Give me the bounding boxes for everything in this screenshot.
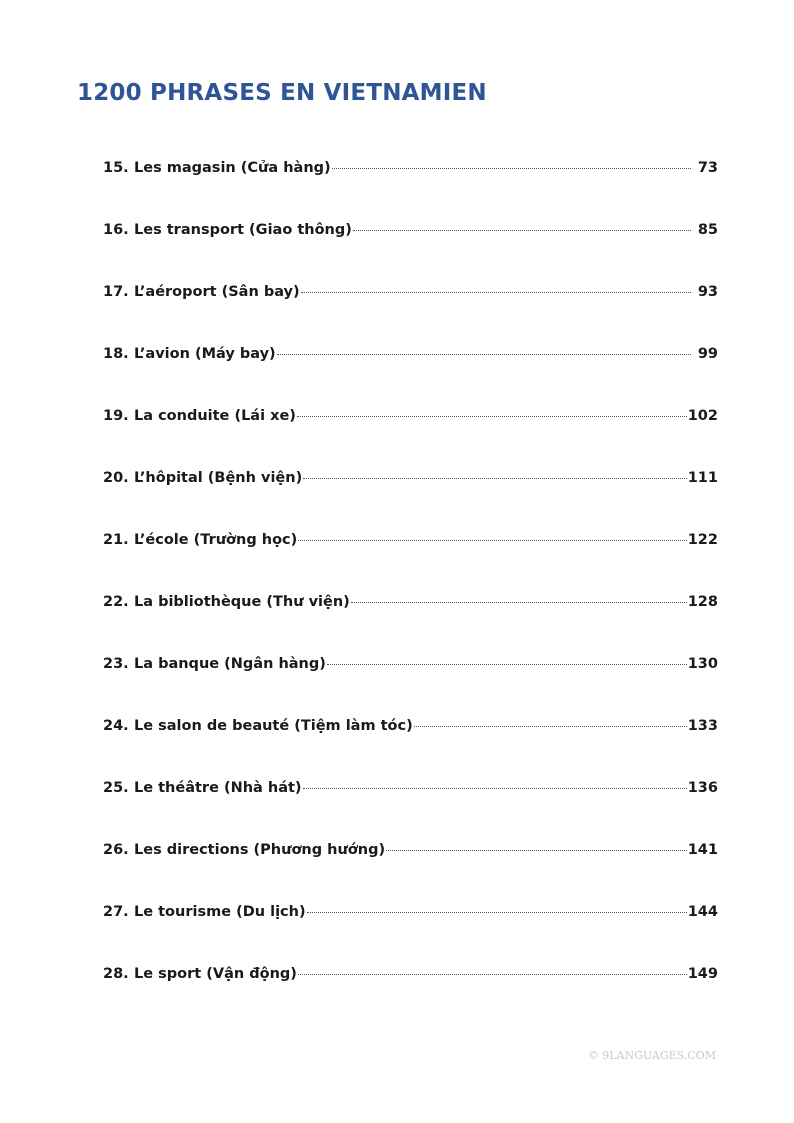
toc-number: 21.	[103, 532, 129, 548]
toc-leader-dots	[298, 540, 686, 541]
toc-page-number: 130	[687, 656, 718, 672]
toc-leader-dots	[303, 788, 687, 789]
toc-label: La bibliothèque (Thư viện)	[134, 594, 350, 610]
toc-label: Le tourisme (Du lịch)	[134, 904, 306, 920]
table-of-contents	[103, 160, 718, 1028]
toc-number: 23.	[103, 656, 129, 672]
toc-leader-dots	[327, 664, 687, 665]
toc-number: 26.	[103, 842, 129, 858]
toc-entry-24[interactable]	[103, 718, 718, 780]
toc-leader-dots	[277, 354, 691, 355]
toc-page-number: 133	[687, 718, 718, 734]
toc-page-number: 93	[697, 284, 718, 300]
copyright-watermark: © 9LANGUAGES.COM	[587, 1049, 716, 1062]
toc-entry-26[interactable]	[103, 842, 718, 904]
toc-number: 25.	[103, 780, 129, 796]
toc-number: 18.	[103, 346, 129, 362]
toc-label: Les magasin (Cửa hàng)	[134, 160, 331, 176]
toc-number: 20.	[103, 470, 129, 486]
toc-leader-dots	[297, 416, 687, 417]
toc-label: Le salon de beauté (Tiệm làm tóc)	[134, 718, 413, 734]
toc-entry-25[interactable]	[103, 780, 718, 842]
toc-page-number: 122	[687, 532, 718, 548]
toc-number: 28.	[103, 966, 129, 982]
toc-page-number: 136	[687, 780, 718, 796]
toc-entry-18[interactable]	[103, 346, 718, 408]
toc-label: L’aéroport (Sân bay)	[134, 284, 300, 300]
toc-number: 19.	[103, 408, 129, 424]
toc-label: La banque (Ngân hàng)	[134, 656, 326, 672]
toc-page-number: 99	[697, 346, 718, 362]
toc-page-number: 149	[687, 966, 718, 982]
toc-label: Le théâtre (Nhà hát)	[134, 780, 302, 796]
toc-leader-dots	[307, 912, 687, 913]
toc-entry-19[interactable]	[103, 408, 718, 470]
toc-leader-dots	[303, 478, 687, 479]
toc-entry-22[interactable]	[103, 594, 718, 656]
toc-page-number: 102	[687, 408, 718, 424]
toc-entry-21[interactable]	[103, 532, 718, 594]
toc-label: Le sport (Vận động)	[134, 966, 297, 982]
toc-number: 22.	[103, 594, 129, 610]
toc-entry-16[interactable]	[103, 222, 718, 284]
toc-label: L’école (Trường học)	[134, 532, 298, 548]
toc-entry-28[interactable]	[103, 966, 718, 1028]
toc-page-number: 111	[687, 470, 718, 486]
toc-page-number: 85	[697, 222, 718, 238]
toc-page-number: 128	[687, 594, 718, 610]
toc-leader-dots	[386, 850, 687, 851]
toc-leader-dots	[353, 230, 691, 231]
toc-leader-dots	[298, 974, 687, 975]
toc-leader-dots	[301, 292, 691, 293]
toc-number: 17.	[103, 284, 129, 300]
toc-label: Les directions (Phương hướng)	[134, 842, 386, 858]
toc-page-number: 141	[687, 842, 718, 858]
toc-leader-dots	[351, 602, 687, 603]
toc-number: 15.	[103, 160, 129, 176]
toc-leader-dots	[332, 168, 691, 169]
toc-label: L’avion (Máy bay)	[134, 346, 276, 362]
toc-number: 16.	[103, 222, 129, 238]
toc-label: La conduite (Lái xe)	[134, 408, 296, 424]
toc-label: Les transport (Giao thông)	[134, 222, 352, 238]
toc-entry-20[interactable]	[103, 470, 718, 532]
page-title: 1200 PHRASES EN VIETNAMIEN	[77, 80, 487, 106]
toc-entry-23[interactable]	[103, 656, 718, 718]
toc-page-number: 144	[687, 904, 718, 920]
toc-number: 24.	[103, 718, 129, 734]
toc-number: 27.	[103, 904, 129, 920]
toc-leader-dots	[414, 726, 687, 727]
toc-label: L’hôpital (Bệnh viện)	[134, 470, 303, 486]
toc-entry-27[interactable]	[103, 904, 718, 966]
toc-page-number: 73	[697, 160, 718, 176]
toc-entry-15[interactable]	[103, 160, 718, 222]
toc-entry-17[interactable]	[103, 284, 718, 346]
